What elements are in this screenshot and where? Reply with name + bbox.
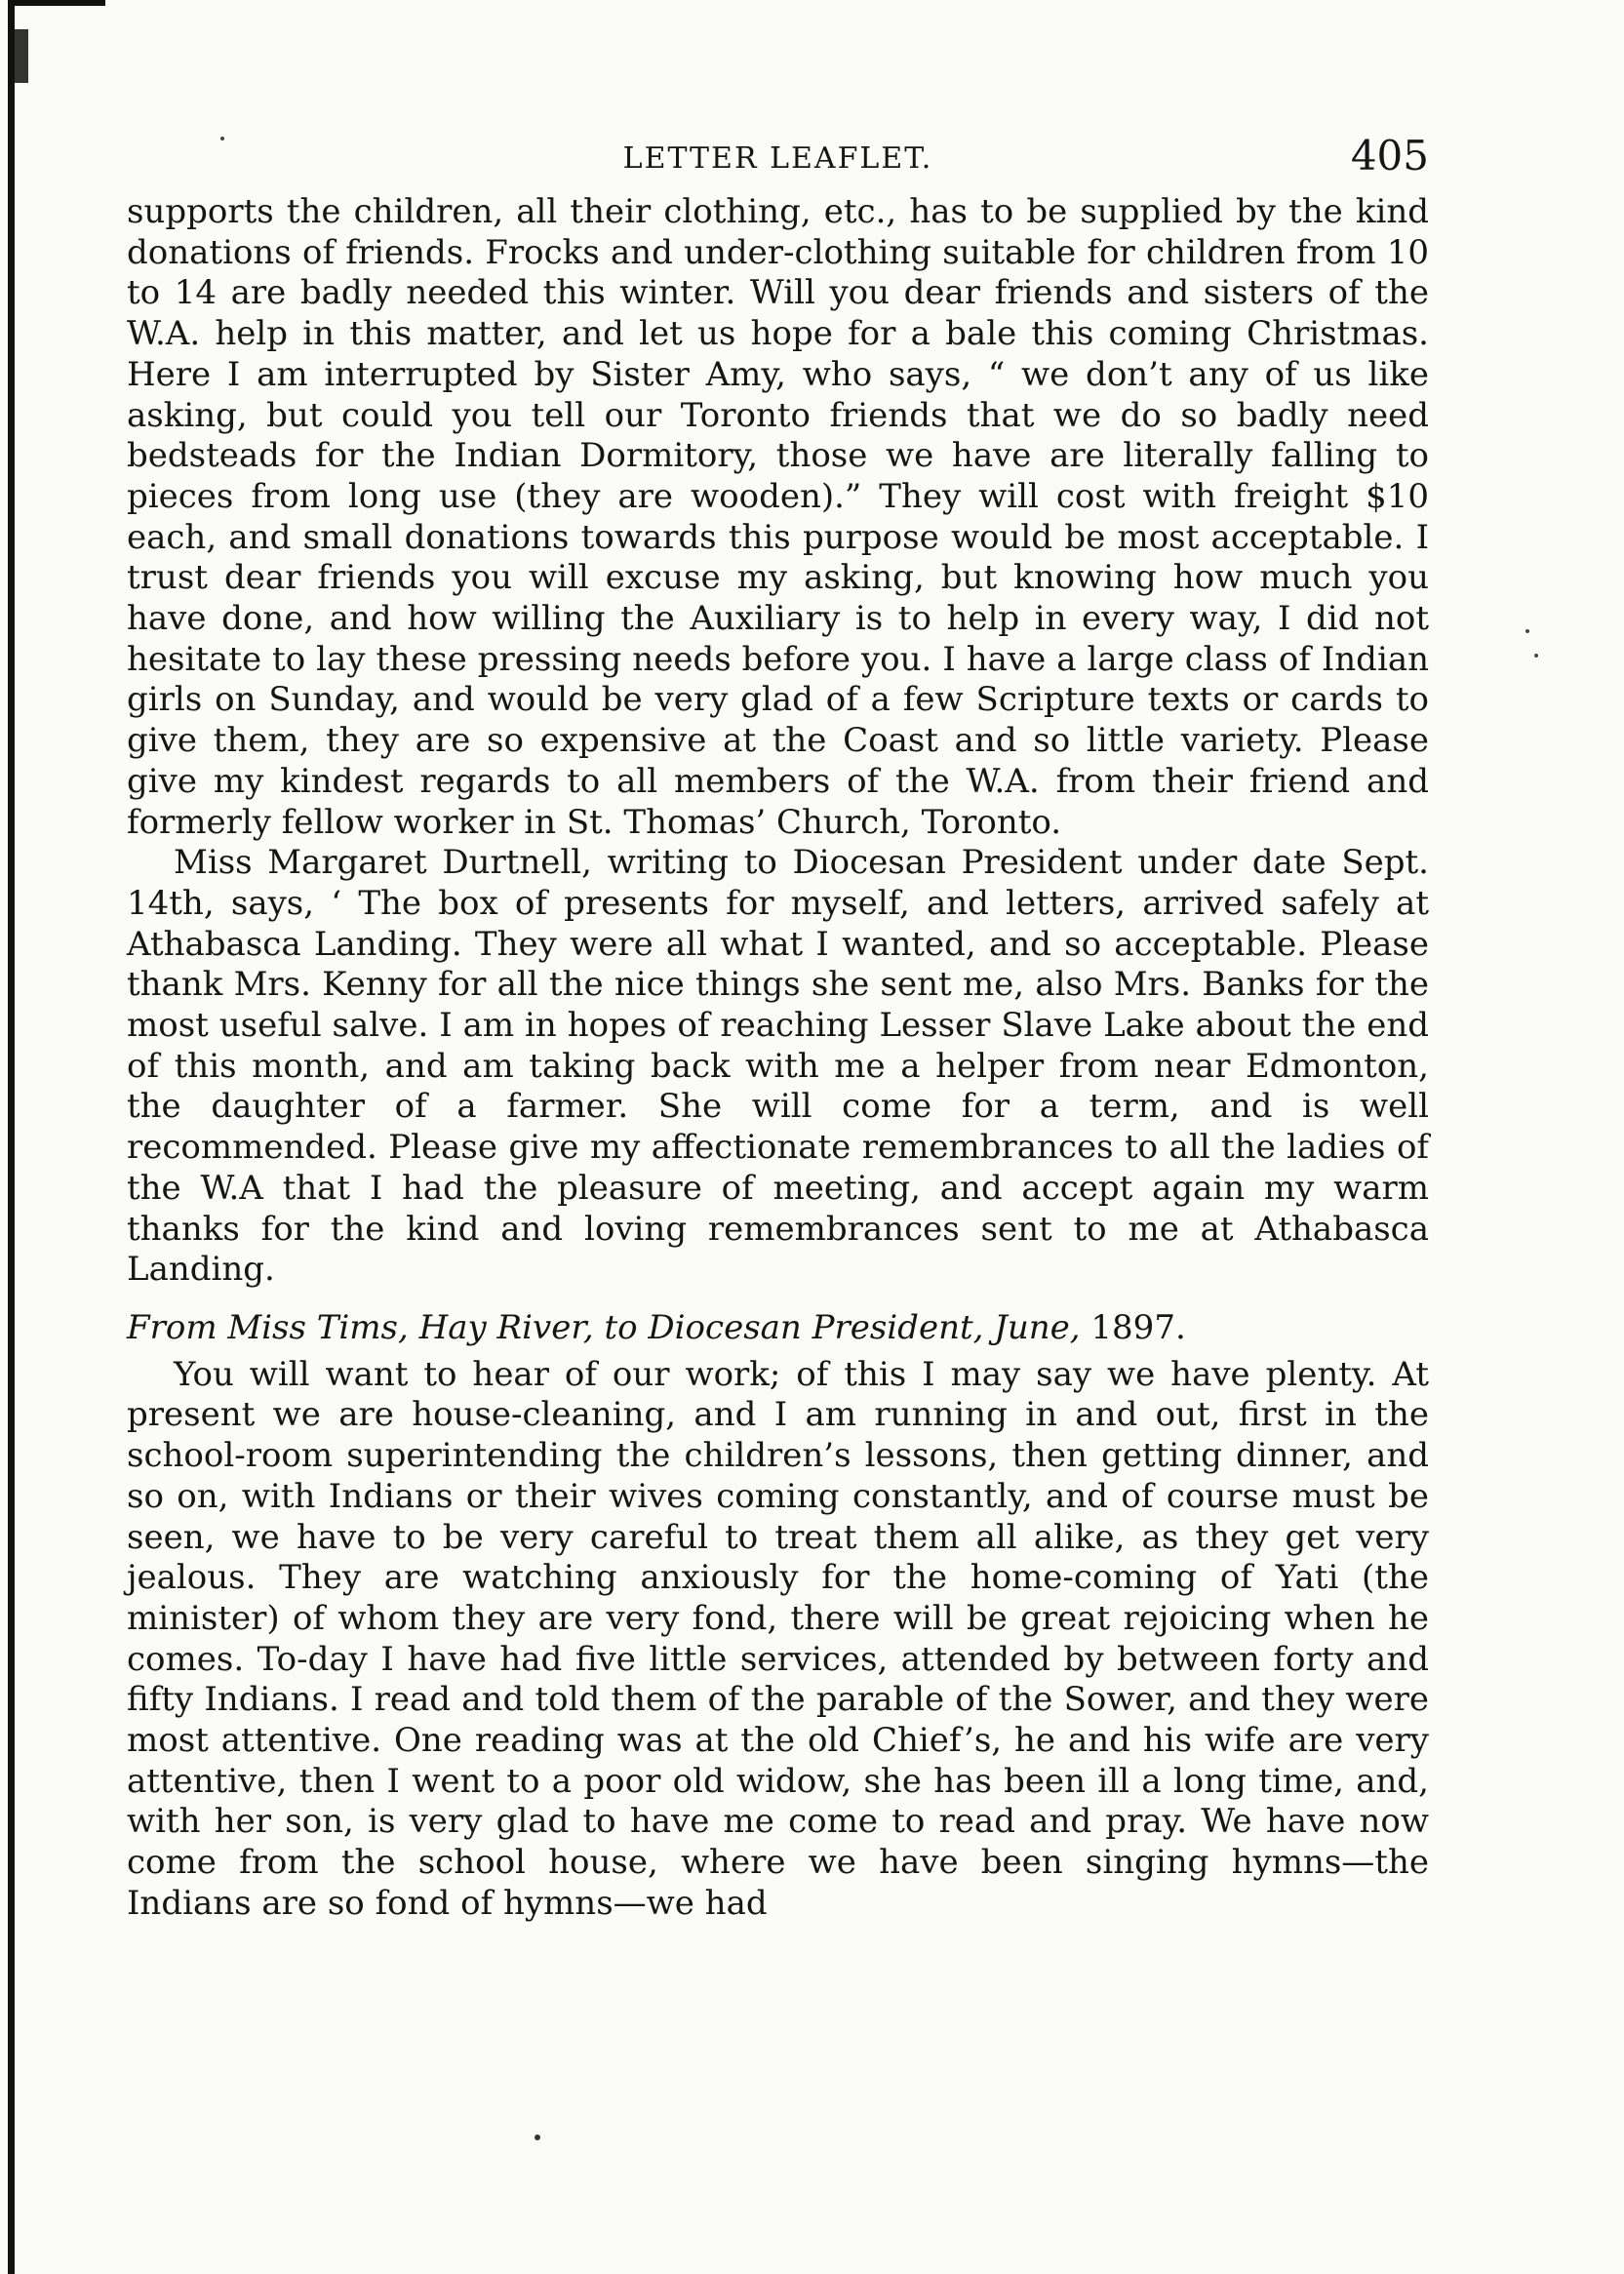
paragraph-durtnell-letter: Miss Margaret Durtnell, writing to Diocesan President under date Sept. 14th, says, ‘ The box of presents for myself, and letters, arrived safely at Athabasca Landing. They were all what I wanted, and so acceptable. Please thank Mrs. Kenny for all the nice things she sent me, also Mrs. Banks for the most useful salve. I am in hopes of reaching Lesser Slave Lake about the end of this month, and am taking back with me a helper from near Edmonton, the daughter of a farmer. She will come for a term, and is well recommended. Please give my affectionate remembrances to all the ladies of the W.A that I had the pleasure of meeting, and accept again my warm thanks for the kind and loving remembrances sent to me at Athabasca Landing. bbox=[127, 843, 1429, 1290]
section-heading-year: 1897. bbox=[1090, 1307, 1186, 1347]
page bbox=[127, 132, 1429, 1925]
section-heading-text: From Miss Tims, Hay River, to Diocesan President, June, bbox=[127, 1307, 1091, 1347]
running-head bbox=[127, 132, 1429, 192]
scan-edge-left bbox=[8, 0, 15, 2274]
section-heading bbox=[127, 1308, 1429, 1349]
scan-speck bbox=[535, 2134, 540, 2140]
paragraph-continued: supports the children, all their clothing, etc., has to be supplied by the kind donations of friends. Frocks and under-clothing suitable for children from 10 to 14 are badly needed this winter. Will you dear friends and sisters of the W.A. help in this matter, and let us hope for a bale this coming Christmas. Here I am interrupted by Sister Amy, who says, “ we don’t any of us like asking, but could you tell our Toronto friends that we do so badly need bedsteads for the Indian Dormitory, those we have are literally falling to pieces from long use (they are wooden).” They will cost with freight $10 each, and small donations towards this purpose would be most acceptable. I trust dear friends you will excuse my asking, but knowing how much you have done, and how willing the Auxiliary is to help in every way, I did not hesitate to lay these pressing needs before you. I have a large class of Indian girls on Sunday, and would be very glad of a few Scripture texts or cards to give them, they are so expensive at the Coast and so little variety. Please give my kindest regards to all members of the W.A. from their friend and formerly fellow worker in St. Thomas’ Church, Toronto. bbox=[127, 192, 1429, 842]
page-number: 405 bbox=[1350, 132, 1429, 180]
scan-speck bbox=[1525, 629, 1529, 633]
scan-speck bbox=[1534, 654, 1538, 658]
body-text bbox=[127, 192, 1429, 1925]
running-title: LETTER LEAFLET. bbox=[622, 141, 933, 176]
scan-edge-tick bbox=[15, 29, 28, 83]
paragraph-tims-letter: You will want to hear of our work; of this I may say we have plenty. At present we are house-cleaning, and I am running in and out, first in the school-room superintending the children’s lessons, then getting dinner, and so on, with Indians or their wives coming constantly, and of course must be seen, we have to be very careful to treat them all alike, as they get very jealous. They are watching anxiously for the home-coming of Yati (the minister) of whom they are very fond, there will be great rejoicing when he comes. To-day I have had five little services, attended by between forty and fifty Indians. I read and told them of the parable of the Sower, and they were most attentive. One reading was at the old Chief’s, he and his wife are very attentive, then I went to a poor old widow, she has been ill a long time, and, with her son, is very glad to have me come to read and pray. We have now come from the school house, where we have been singing hymns—the Indians are so fond of hymns—we had bbox=[127, 1354, 1429, 1923]
scan-edge-top bbox=[8, 0, 105, 6]
